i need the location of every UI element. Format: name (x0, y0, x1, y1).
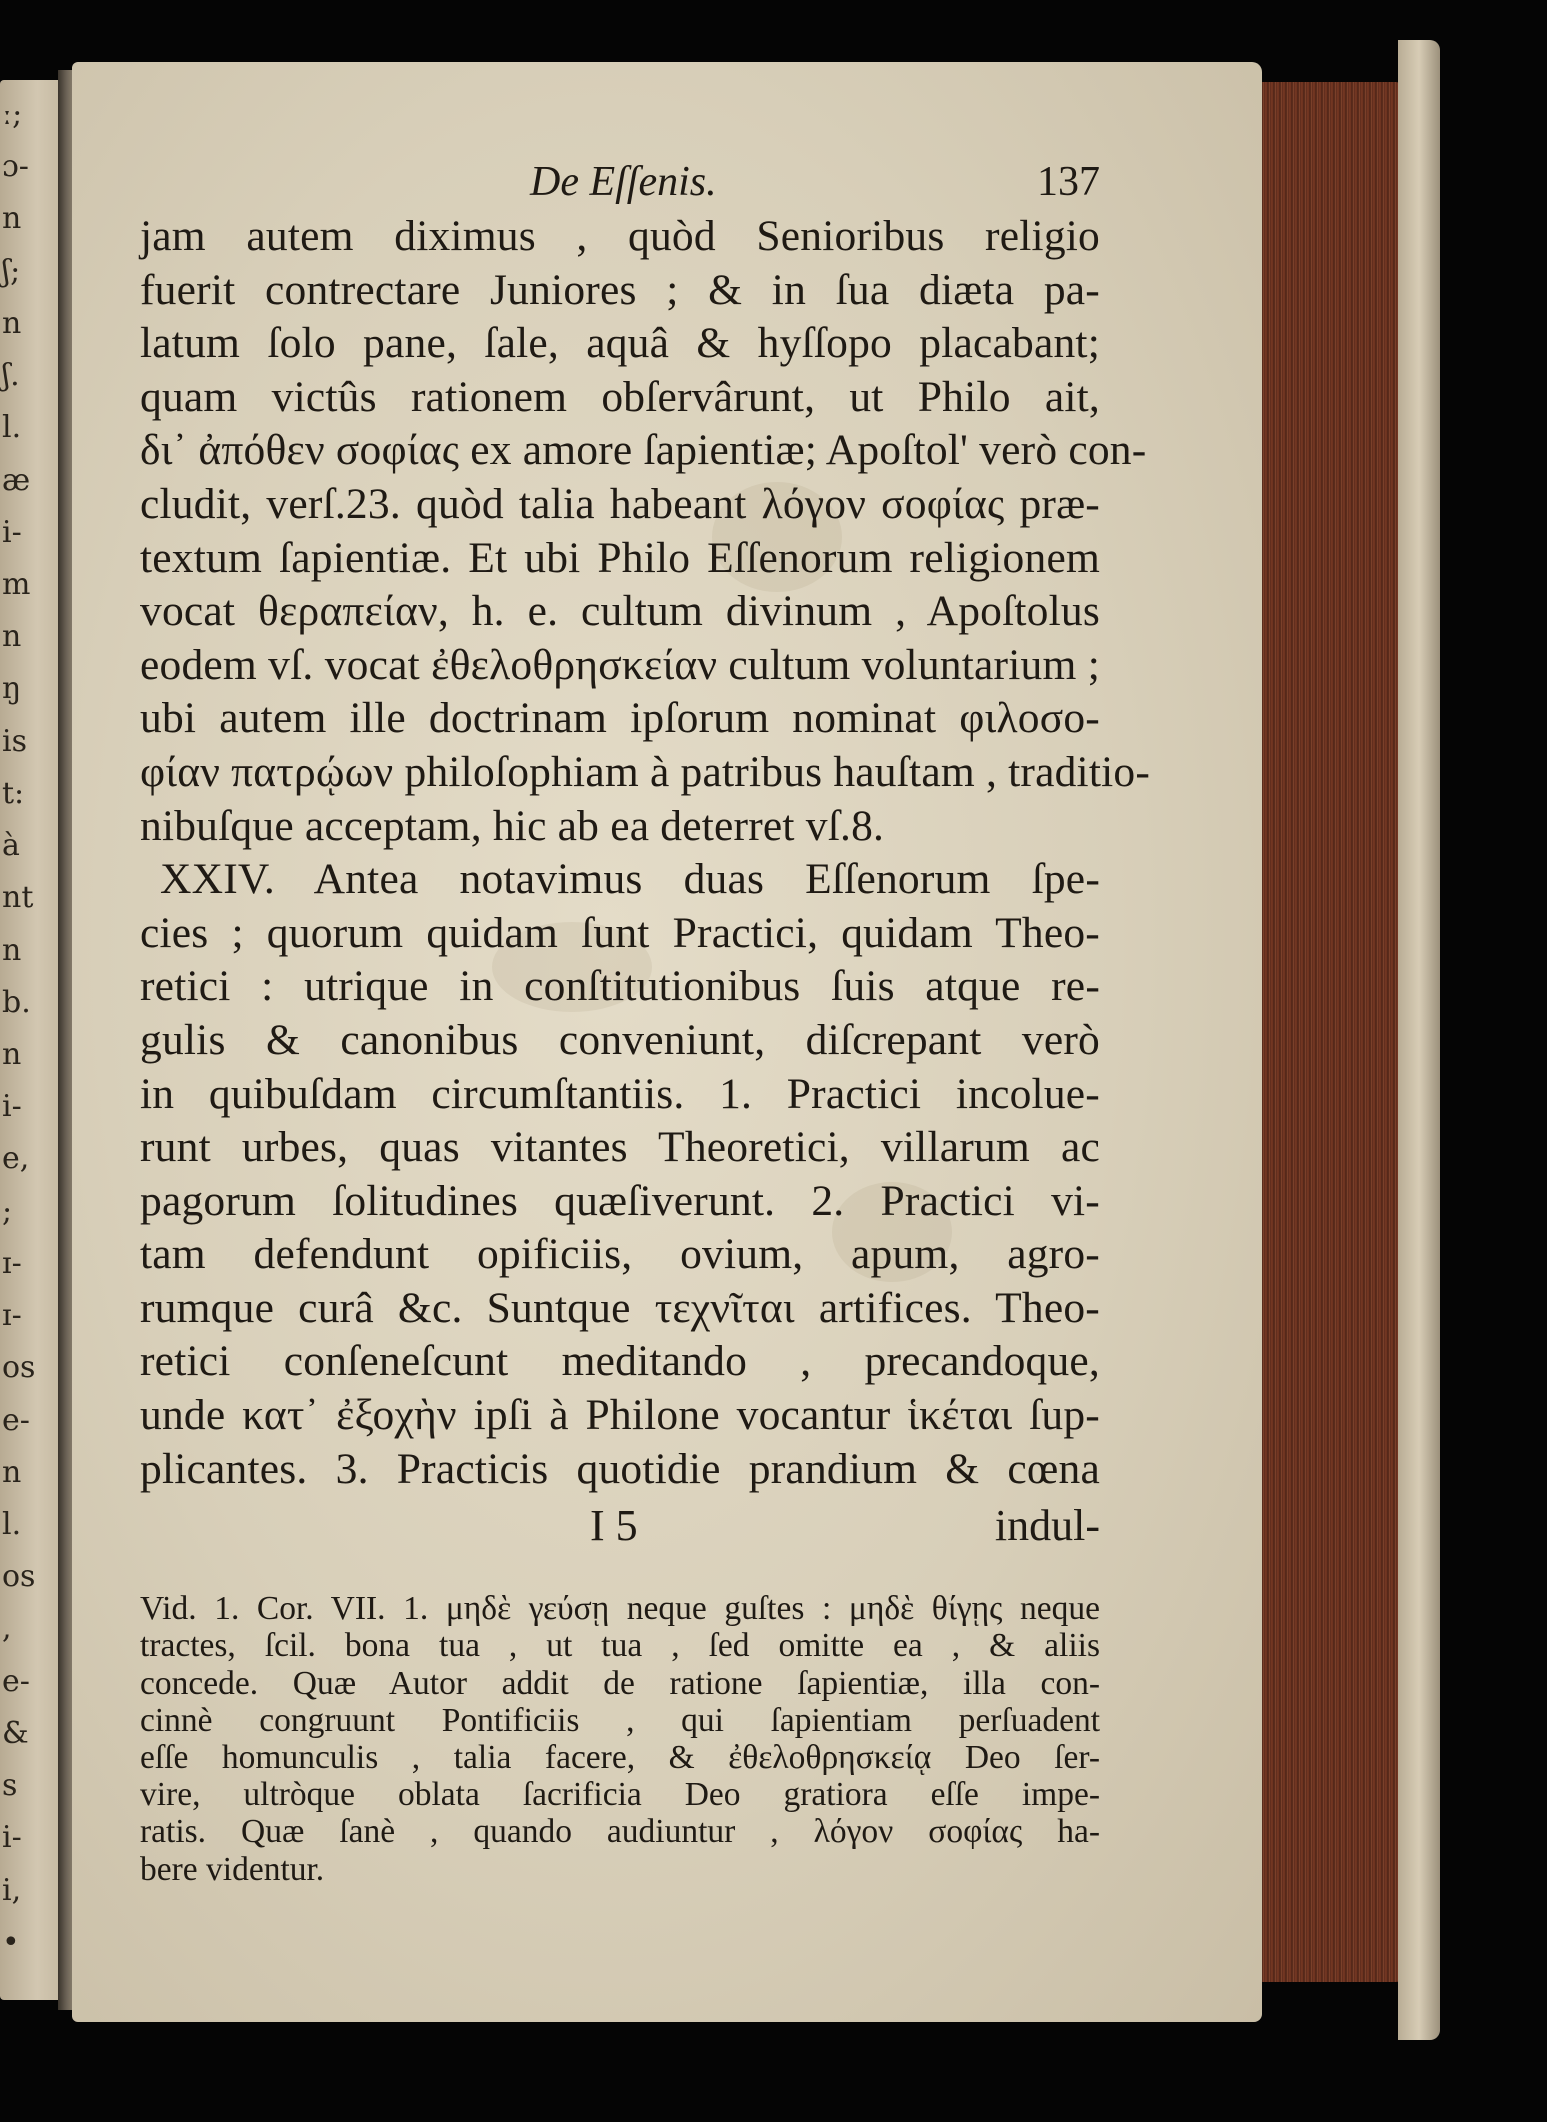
body-line: ubi autem ille doctrinam ipſorum nominat φιλοσο- (140, 694, 1100, 743)
note-line: eſſe homunculis , talia facere, & ἐθελοθρησκείᾳ Deo ſer- (140, 1739, 1100, 1776)
margin-fragment: ; (2, 1193, 13, 1229)
footnotes (140, 1590, 1100, 1888)
body-line: rumque curâ &c. Suntque τεχνῖται artifices. Theo- (140, 1283, 1100, 1332)
body-line: φίαν πατρῴων philoſophiam à patribus hauſtam , traditio- (140, 747, 1151, 796)
margin-fragment: n (2, 1454, 22, 1490)
margin-fragment: os (2, 1559, 36, 1595)
margin-fragment: e, (2, 1141, 30, 1177)
text-block (140, 150, 1151, 1888)
margin-fragment: ʃ. (2, 358, 20, 394)
margin-fragment: n (2, 1037, 22, 1072)
body-line: retici conſeneſcunt meditando , precandoque, (140, 1337, 1100, 1386)
margin-fragment: ɪ- (2, 1245, 22, 1281)
body-line: quam victûs rationem obſervârunt, ut Philo ait, (140, 372, 1100, 421)
body-line: cies ; quorum quidam ſunt Practici, quidam Theo- (140, 908, 1100, 957)
body-text (140, 210, 1151, 1496)
note-line: bere videntur. (140, 1850, 325, 1888)
margin-fragment: n (2, 201, 22, 237)
body-line: δι᾽ ἀπόθεν σοφίας ex amore ſapientiæ; Apoſtol' verò con- (140, 426, 1147, 475)
body-line: runt urbes, quas vitantes Theoretici, villarum ac (140, 1123, 1100, 1172)
margin-fragment: nt (2, 880, 34, 916)
margin-fragment: os (2, 1350, 36, 1386)
body-line: gulis & canonibus conveniunt, diſcrepant verò (140, 1015, 1100, 1064)
page-footer (140, 1500, 1100, 1556)
body-line: nibuſque acceptam, hic ab ea deterret vſ.8. (140, 801, 885, 850)
note-line: tractes, ſcil. bona tua , ut tua , ſed omitte ea , & aliis (140, 1627, 1100, 1665)
margin-fragment: l. (2, 410, 22, 446)
body-line: vocat θεραπείαν, h. e. cultum divinum , Apoſtolus (140, 587, 1100, 636)
note-line: cinnè congruunt Pontificiis , qui ſapientiam perſuadent (140, 1701, 1100, 1739)
page-header (140, 150, 1100, 210)
signature-mark: I 5 (590, 1501, 638, 1551)
note-line: concede. Quæ Autor addit de ratione ſapientiæ, illa con- (140, 1664, 1100, 1702)
margin-fragment: l. (2, 1507, 22, 1542)
margin-fragment: n (2, 619, 22, 655)
body-line: latum ſolo pane, ſale, aquâ & hyſſopo placabant; (140, 319, 1100, 368)
margin-fragment: s (2, 1768, 18, 1804)
body-line: cludit, verſ.23. quòd talia habeant λόγον σοφίας præ- (140, 479, 1100, 528)
body-line: jam autem diximus , quòd Senioribus religio (140, 212, 1100, 260)
body-line: in quibuſdam circumſtantiis. 1. Practici incolue- (140, 1069, 1100, 1118)
margin-fragment: i, (2, 1872, 22, 1908)
body-line: tam defendunt opificiis, ovium, apum, agro- (140, 1230, 1100, 1279)
margin-fragment: n (2, 305, 22, 341)
body-line: textum ſapientiæ. Et ubi Philo Eſſenorum religionem (140, 533, 1100, 582)
margin-fragment: is (2, 723, 27, 759)
margin-fragment: i- (2, 1089, 22, 1125)
note-line: vire, ultròque oblata ſacrificia Deo gratiora eſſe impe- (140, 1776, 1100, 1814)
body-line: unde κατ᾽ ἐξοχὴν ipſi à Philone vocantur ἱκέται ſup- (140, 1391, 1100, 1440)
margin-fragment: ː; (2, 97, 23, 132)
margin-fragment: m (2, 567, 31, 602)
body-line: pagorum ſolitudines quæſiverunt. 2. Practici vi- (140, 1176, 1100, 1225)
margin-fragment: ŋ (2, 671, 22, 707)
page-number: 137 (1037, 159, 1100, 205)
margin-fragment: & (2, 1715, 29, 1751)
margin-fragment: ɔ- (2, 149, 29, 185)
margin-fragment: i- (2, 514, 22, 550)
body-line: XXIV. Antea notavimus duas Eſſenorum ſpe- (160, 855, 1100, 904)
margin-fragment: e- (2, 1663, 30, 1699)
margin-fragment: n (2, 932, 22, 968)
body-line: fuerit contrectare Juniores ; & in ſua diæta pa- (140, 265, 1100, 314)
running-head: De Eſſenis. (530, 159, 717, 205)
catchword: indul- (994, 1501, 1100, 1551)
margin-fragment: , (2, 1611, 12, 1647)
previous-page-fragment (0, 80, 62, 2000)
margin-fragment: e- (2, 1402, 30, 1438)
page-edges (1252, 82, 1402, 1982)
margin-fragment: ɪ- (2, 1298, 22, 1334)
margin-fragment: i- (2, 1820, 22, 1856)
margin-fragment: à (2, 828, 20, 864)
margin-fragment: æ (2, 462, 31, 498)
margin-fragment: • (2, 1924, 20, 1960)
margin-fragment: t: (2, 775, 25, 811)
body-line: plicantes. 3. Practicis quotidie prandium & cœna (140, 1444, 1100, 1493)
body-line: eodem vſ. vocat ἐθελοθρησκείαν cultum voluntarium ; (140, 640, 1100, 689)
cover-edge (1398, 40, 1440, 2040)
note-line: ratis. Quæ ſanè , quando audiuntur , λόγον σοφίας ha- (140, 1813, 1100, 1851)
margin-fragment: b. (2, 984, 31, 1020)
note-line: Vid. 1. Cor. VII. 1. μηδὲ γεύσῃ neque guſtes : μηδὲ θίγῃς neque (140, 1590, 1100, 1628)
body-line: retici : utrique in conſtitutionibus ſuis atque re- (140, 962, 1100, 1011)
margin-fragment: ʃ; (2, 253, 21, 289)
